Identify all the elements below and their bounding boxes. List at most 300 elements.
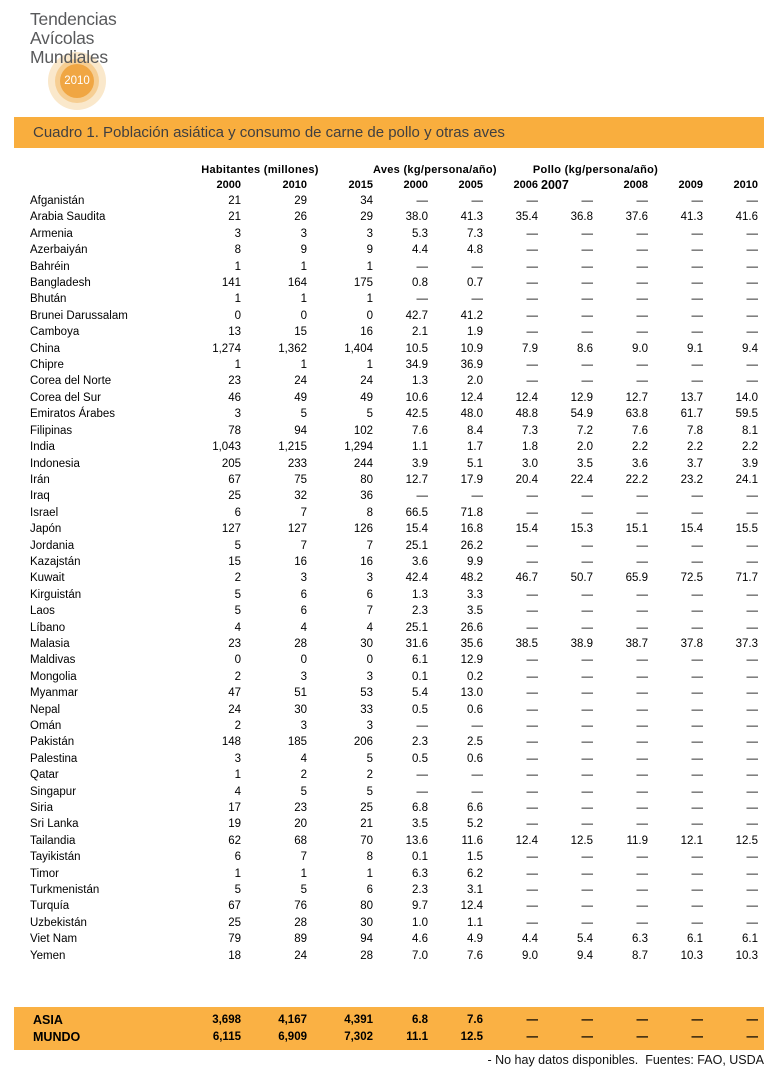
value-cell: 233 xyxy=(287,457,307,470)
value-cell: 1,043 xyxy=(212,441,241,454)
value-cell: — xyxy=(636,720,648,732)
group-header-habitantes: Habitantes (millones) xyxy=(201,164,319,176)
value-cell: 5 xyxy=(234,884,241,897)
value-cell: — xyxy=(636,309,648,322)
value-cell: 2 xyxy=(234,572,241,585)
year-header: 2006 xyxy=(513,178,538,191)
value-cell: 9.1 xyxy=(687,342,703,355)
value-cell: 25.1 xyxy=(405,621,428,634)
summary-value-cell: — xyxy=(581,1030,593,1043)
value-cell: — xyxy=(416,720,428,732)
value-cell: — xyxy=(581,359,593,372)
value-cell: 71.8 xyxy=(460,506,483,519)
value-cell: 10.3 xyxy=(735,949,759,962)
value-cell: 29 xyxy=(360,211,373,224)
country-cell: Kuwait xyxy=(30,572,65,585)
value-cell: 102 xyxy=(353,424,373,437)
value-cell: 0.2 xyxy=(467,670,483,683)
value-cell: 6.3 xyxy=(632,933,648,946)
value-cell: 205 xyxy=(221,457,241,470)
value-cell: — xyxy=(746,359,759,372)
value-cell: — xyxy=(691,785,703,798)
value-cell: 13 xyxy=(228,326,241,339)
value-cell: 80 xyxy=(360,900,373,913)
value-cell: 1.1 xyxy=(467,916,483,929)
value-cell: — xyxy=(691,326,703,339)
value-cell: 3.6 xyxy=(412,555,428,568)
value-cell: 17.9 xyxy=(460,473,483,486)
country-cell: Indonesia xyxy=(30,457,80,470)
value-cell: 1 xyxy=(366,359,373,372)
value-cell: 41.3 xyxy=(680,211,703,224)
value-cell: 127 xyxy=(287,523,307,536)
value-cell: — xyxy=(636,687,648,700)
value-cell: — xyxy=(746,490,759,503)
value-cell: — xyxy=(691,736,703,749)
value-cell: — xyxy=(636,277,648,290)
country-cell: Tayikistán xyxy=(30,851,81,864)
value-cell: 17 xyxy=(228,802,241,815)
table-title: Cuadro 1. Población asiática y consumo de carne de pollo y otras aves xyxy=(33,124,505,141)
value-cell: 38.5 xyxy=(515,637,538,650)
table-row xyxy=(30,406,758,422)
value-cell: — xyxy=(471,293,483,306)
value-cell: 2.3 xyxy=(412,736,428,749)
value-cell: — xyxy=(636,539,648,552)
value-cell: — xyxy=(526,769,538,782)
value-cell: 3.5 xyxy=(412,818,428,831)
value-cell: 1 xyxy=(234,769,241,782)
country-cell: Nepal xyxy=(30,703,61,716)
country-cell: Japón xyxy=(30,523,62,536)
table-row xyxy=(30,833,758,849)
value-cell: 3.3 xyxy=(467,588,483,601)
value-cell: 8 xyxy=(366,851,373,864)
value-cell: 48.0 xyxy=(460,408,483,421)
year-header: 2007 xyxy=(541,177,569,192)
value-cell: 5 xyxy=(234,588,241,601)
value-cell: 0 xyxy=(300,309,307,322)
value-cell: — xyxy=(471,720,483,732)
value-cell: 2.3 xyxy=(412,605,428,618)
value-cell: 5 xyxy=(366,785,373,798)
country-cell: Omán xyxy=(30,720,62,732)
value-cell: — xyxy=(746,654,759,667)
value-cell: 66.5 xyxy=(405,506,428,519)
value-cell: 7.6 xyxy=(632,424,648,437)
value-cell: 67 xyxy=(228,473,241,486)
value-cell: 19 xyxy=(228,818,241,831)
country-cell: China xyxy=(30,342,61,355)
summary-value-cell: 6.8 xyxy=(412,1014,428,1026)
value-cell: — xyxy=(526,359,538,372)
value-cell: 12.4 xyxy=(460,900,483,913)
value-cell: 62 xyxy=(228,834,241,847)
country-cell: Armenia xyxy=(30,227,73,240)
value-cell: 3 xyxy=(366,572,373,585)
country-cell: Irán xyxy=(30,473,50,486)
value-cell: 28 xyxy=(360,949,373,962)
value-cell: 23 xyxy=(294,802,307,815)
value-cell: 63.8 xyxy=(625,408,648,421)
value-cell: 0.1 xyxy=(412,851,428,864)
value-cell: — xyxy=(581,687,593,700)
value-cell: — xyxy=(636,703,648,716)
value-cell: — xyxy=(471,490,483,503)
value-cell: 3 xyxy=(234,752,241,765)
value-cell: — xyxy=(636,359,648,372)
value-cell: 29 xyxy=(294,195,307,207)
value-cell: — xyxy=(636,818,648,831)
table-row xyxy=(30,242,758,258)
value-cell: 3 xyxy=(300,720,307,732)
value-cell: — xyxy=(691,621,703,634)
table-row xyxy=(30,570,758,586)
value-cell: — xyxy=(526,227,538,240)
value-cell: 48.2 xyxy=(460,572,483,585)
value-cell: 12.5 xyxy=(735,834,759,847)
value-cell: — xyxy=(746,244,759,257)
value-cell: 2 xyxy=(234,670,241,683)
logo-badge-year: 2010 xyxy=(60,64,94,98)
value-cell: 21 xyxy=(360,818,373,831)
value-cell: 8.1 xyxy=(742,424,759,437)
value-cell: 7.6 xyxy=(467,949,483,962)
table-row xyxy=(30,948,758,964)
value-cell: 2 xyxy=(366,769,373,782)
value-cell: — xyxy=(526,802,538,815)
value-cell: 28 xyxy=(294,637,307,650)
value-cell: 15.4 xyxy=(515,523,538,536)
value-cell: 4 xyxy=(234,785,241,798)
value-cell: — xyxy=(691,720,703,732)
value-cell: 8.4 xyxy=(467,424,483,437)
value-cell: 6 xyxy=(366,884,373,897)
value-cell: — xyxy=(746,195,759,207)
table-row xyxy=(30,767,758,783)
value-cell: 53 xyxy=(360,687,373,700)
summary-value-cell: 6,909 xyxy=(278,1030,307,1043)
value-cell: — xyxy=(416,195,428,207)
value-cell: — xyxy=(526,703,538,716)
value-cell: — xyxy=(526,490,538,503)
value-cell: — xyxy=(691,884,703,897)
table-row xyxy=(30,423,758,439)
country-cell: Sri Lanka xyxy=(30,818,79,831)
year-header: 2000 xyxy=(403,178,428,191)
value-cell: — xyxy=(581,326,593,339)
value-cell: — xyxy=(746,588,759,601)
value-cell: 25.1 xyxy=(405,539,428,552)
value-cell: — xyxy=(746,884,759,897)
logo-line-2: Avícolas xyxy=(30,28,95,48)
value-cell: — xyxy=(526,293,538,306)
value-cell: 21 xyxy=(228,195,241,207)
value-cell: 11.6 xyxy=(461,834,483,847)
table-row xyxy=(30,439,758,455)
value-cell: 15.3 xyxy=(570,523,593,536)
value-cell: — xyxy=(581,703,593,716)
value-cell: — xyxy=(581,244,593,257)
value-cell: — xyxy=(691,309,703,322)
value-cell: 7.2 xyxy=(577,424,593,437)
value-cell: 3.9 xyxy=(742,457,759,470)
table-row xyxy=(30,603,758,619)
value-cell: 8 xyxy=(234,244,241,257)
value-cell: — xyxy=(746,752,759,765)
value-cell: — xyxy=(691,260,703,273)
value-cell: 6 xyxy=(234,851,241,864)
value-cell: 46 xyxy=(228,391,241,404)
value-cell: 4.4 xyxy=(412,244,428,257)
value-cell: 2.2 xyxy=(687,441,703,454)
value-cell: 23.2 xyxy=(680,473,703,486)
value-cell: 5 xyxy=(366,752,373,765)
value-cell: 18 xyxy=(228,949,241,962)
value-cell: — xyxy=(526,720,538,732)
value-cell: 4.9 xyxy=(467,933,483,946)
value-cell: — xyxy=(691,227,703,240)
value-cell: 5 xyxy=(300,884,307,897)
value-cell: 37.6 xyxy=(625,211,648,224)
value-cell: — xyxy=(691,244,703,257)
value-cell: — xyxy=(526,884,538,897)
summary-value-cell: — xyxy=(746,1014,758,1026)
table-body xyxy=(30,193,758,964)
value-cell: — xyxy=(416,490,428,503)
value-cell: 16 xyxy=(360,326,373,339)
value-cell: — xyxy=(581,555,593,568)
value-cell: — xyxy=(691,359,703,372)
value-cell: — xyxy=(526,916,538,929)
country-cell: Israel xyxy=(30,506,59,519)
value-cell: — xyxy=(746,867,759,880)
value-cell: — xyxy=(526,244,538,257)
value-cell: 36 xyxy=(360,490,373,503)
value-cell: 9.7 xyxy=(412,900,428,913)
country-cell: Chipre xyxy=(30,359,64,372)
value-cell: 5.1 xyxy=(467,457,483,470)
value-cell: 6 xyxy=(300,588,307,601)
table-row xyxy=(30,849,758,865)
country-cell: Uzbekistán xyxy=(30,916,87,929)
value-cell: 5.3 xyxy=(412,227,428,240)
table-row xyxy=(30,324,758,340)
value-cell: 65.9 xyxy=(625,572,648,585)
table-row xyxy=(30,259,758,275)
value-cell: — xyxy=(636,195,648,207)
value-cell: 5.2 xyxy=(467,818,483,831)
value-cell: — xyxy=(691,277,703,290)
year-header: 2010 xyxy=(733,178,759,191)
value-cell: — xyxy=(636,867,648,880)
value-cell: 7.3 xyxy=(467,227,483,240)
country-cell: Jordania xyxy=(30,539,75,552)
value-cell: 13.0 xyxy=(460,687,483,700)
value-cell: 15.5 xyxy=(735,523,759,536)
value-cell: 12.5 xyxy=(570,834,593,847)
summary-value-cell: — xyxy=(746,1030,758,1043)
country-cell: Turkmenistán xyxy=(30,884,100,897)
summary-value-cell: — xyxy=(691,1014,703,1026)
value-cell: 38.7 xyxy=(625,637,648,650)
value-cell: 3 xyxy=(366,670,373,683)
country-cell: Bahréin xyxy=(30,260,70,273)
value-cell: 7.3 xyxy=(522,424,538,437)
value-cell: 54.9 xyxy=(570,408,593,421)
value-cell: 5.4 xyxy=(412,687,428,700)
group-header-spacer xyxy=(30,161,175,176)
country-cell: Siria xyxy=(30,802,54,815)
value-cell: 5 xyxy=(234,539,241,552)
value-cell: 7 xyxy=(300,851,307,864)
value-cell: 15 xyxy=(228,555,241,568)
summary-row xyxy=(14,1029,758,1046)
value-cell: — xyxy=(746,375,759,388)
summary-value-cell: 6,115 xyxy=(212,1030,241,1043)
value-cell: 175 xyxy=(353,277,373,290)
value-cell: — xyxy=(746,670,759,683)
value-cell: 35.4 xyxy=(515,211,538,224)
value-cell: — xyxy=(581,851,593,864)
summary-value-cell: 4,167 xyxy=(278,1014,307,1026)
value-cell: — xyxy=(691,769,703,782)
table-row xyxy=(30,472,758,488)
value-cell: 0 xyxy=(234,654,241,667)
value-cell: 0 xyxy=(300,654,307,667)
value-cell: — xyxy=(581,802,593,815)
value-cell: 5.4 xyxy=(577,933,593,946)
table-row xyxy=(30,275,758,291)
value-cell: 1,404 xyxy=(344,342,373,355)
value-cell: 3 xyxy=(300,227,307,240)
value-cell: — xyxy=(581,260,593,273)
country-cell: Brunei Darussalam xyxy=(30,309,128,322)
value-cell: — xyxy=(636,884,648,897)
value-cell: — xyxy=(636,802,648,815)
value-cell: 38.0 xyxy=(405,211,428,224)
value-cell: — xyxy=(746,687,759,700)
value-cell: 24 xyxy=(228,703,241,716)
country-cell: Iraq xyxy=(30,490,50,503)
group-header-aves: Aves (kg/persona/año) xyxy=(373,164,497,176)
summary-value-cell: 7,302 xyxy=(344,1030,373,1043)
country-cell: Turquía xyxy=(30,900,70,913)
value-cell: 12.1 xyxy=(680,834,703,847)
country-cell: Singapur xyxy=(30,785,77,798)
value-cell: 5 xyxy=(234,605,241,618)
value-cell: 68 xyxy=(294,834,307,847)
country-cell: Yemen xyxy=(30,949,66,962)
value-cell: 34.9 xyxy=(405,359,428,372)
value-cell: 3.7 xyxy=(687,457,703,470)
table-row xyxy=(30,538,758,554)
country-cell: Kazajstán xyxy=(30,555,81,568)
value-cell: 22.2 xyxy=(625,473,648,486)
value-cell: 2 xyxy=(300,769,307,782)
value-cell: 26 xyxy=(294,211,307,224)
table-row xyxy=(30,456,758,472)
value-cell: — xyxy=(636,244,648,257)
group-header-pollo: Pollo (kg/persona/año) xyxy=(532,164,659,176)
value-cell: 2.1 xyxy=(412,326,428,339)
value-cell: — xyxy=(691,752,703,765)
value-cell: — xyxy=(581,916,593,929)
table-row xyxy=(30,734,758,750)
value-cell: 94 xyxy=(294,424,307,437)
value-cell: 3.0 xyxy=(522,457,538,470)
value-cell: 15.4 xyxy=(405,523,428,536)
country-cell: Afganistán xyxy=(30,195,85,207)
country-cell: Corea del Sur xyxy=(30,391,101,404)
country-cell: Bangladesh xyxy=(30,277,91,290)
data-table xyxy=(30,161,758,964)
value-cell: 9 xyxy=(366,244,373,257)
value-cell: — xyxy=(691,293,703,306)
value-cell: 42.4 xyxy=(405,572,428,585)
value-cell: 0.7 xyxy=(467,277,483,290)
value-cell: — xyxy=(526,375,538,388)
value-cell: 6.1 xyxy=(687,933,703,946)
value-cell: — xyxy=(746,621,759,634)
value-cell: — xyxy=(581,654,593,667)
value-cell: 30 xyxy=(360,916,373,929)
value-cell: 8.7 xyxy=(632,949,648,962)
value-cell: — xyxy=(471,785,483,798)
value-cell: 1.8 xyxy=(522,441,538,454)
value-cell: 24.1 xyxy=(735,473,759,486)
value-cell: 1.1 xyxy=(412,441,428,454)
table-row xyxy=(30,308,758,324)
country-cell: Líbano xyxy=(30,621,66,634)
table-row xyxy=(30,685,758,701)
value-cell: 4 xyxy=(366,621,373,634)
value-cell: 76 xyxy=(294,900,307,913)
value-cell: — xyxy=(746,900,759,913)
year-header: 2000 xyxy=(216,178,241,191)
value-cell: — xyxy=(746,802,759,815)
value-cell: — xyxy=(746,309,759,322)
country-cell: Palestina xyxy=(30,752,78,765)
value-cell: — xyxy=(526,736,538,749)
value-cell: 2 xyxy=(234,720,241,732)
value-cell: 9.0 xyxy=(632,342,648,355)
value-cell: 7.0 xyxy=(412,949,428,962)
group-header-row xyxy=(30,161,758,176)
country-cell: Myanmar xyxy=(30,687,78,700)
table-row xyxy=(30,898,758,914)
summary-value-cell: — xyxy=(526,1030,538,1043)
summary-row xyxy=(14,1012,758,1029)
summary-value-cell: 4,391 xyxy=(344,1014,373,1026)
value-cell: 1 xyxy=(234,359,241,372)
value-cell: 0.8 xyxy=(412,277,428,290)
country-cell: Pakistán xyxy=(30,736,75,749)
value-cell: — xyxy=(746,720,759,732)
value-cell: — xyxy=(526,851,538,864)
value-cell: 1,274 xyxy=(212,342,241,355)
value-cell: 36.8 xyxy=(570,211,593,224)
value-cell: — xyxy=(636,375,648,388)
value-cell: 0.1 xyxy=(412,670,428,683)
value-cell: — xyxy=(636,555,648,568)
value-cell: — xyxy=(581,293,593,306)
value-cell: 206 xyxy=(353,736,373,749)
value-cell: 0.6 xyxy=(467,752,483,765)
value-cell: — xyxy=(581,736,593,749)
value-cell: — xyxy=(526,605,538,618)
value-cell: 12.4 xyxy=(515,391,538,404)
